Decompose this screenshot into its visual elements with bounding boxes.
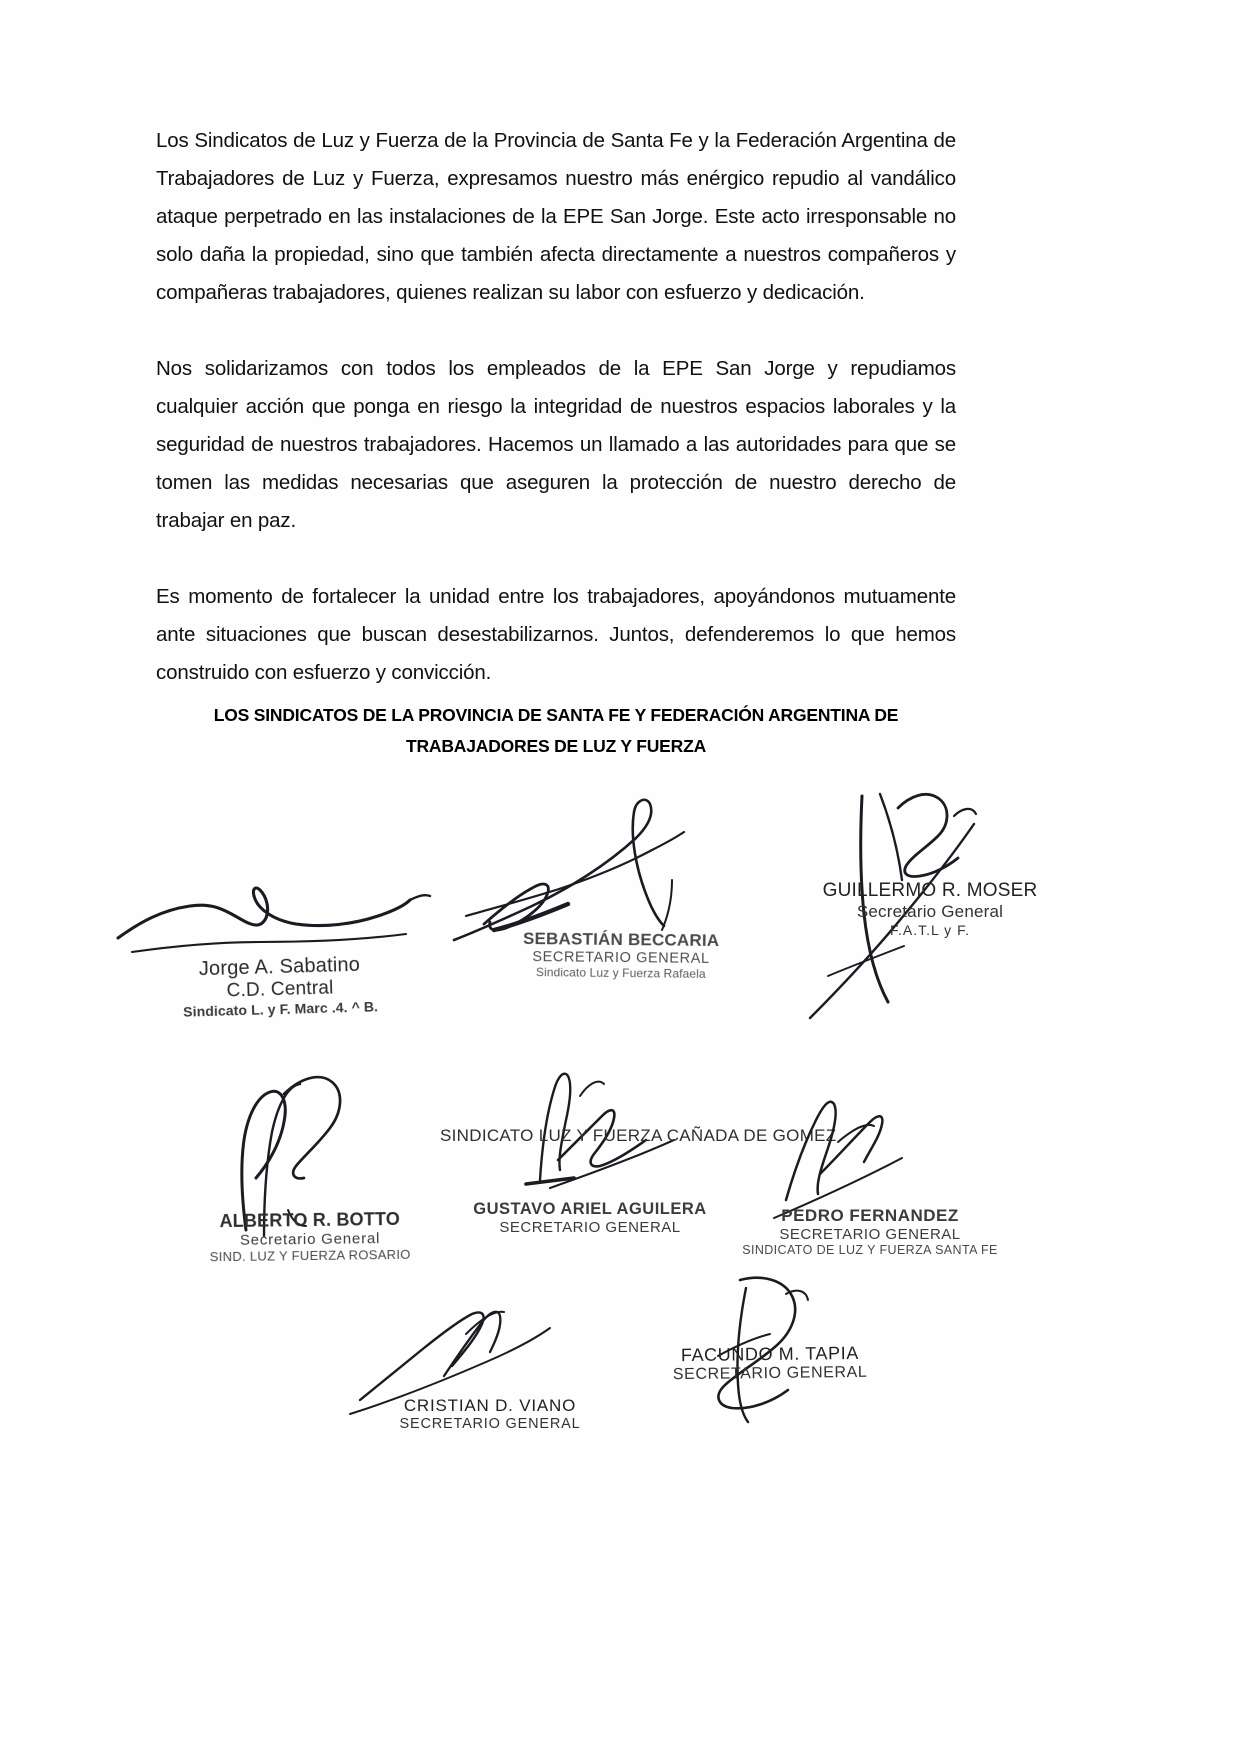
signer-name: CRISTIAN D. VIANO (403, 1396, 577, 1415)
signer-org: Sindicato Luz y Fuerza Rafaela (535, 965, 706, 981)
signature-block-tapia (620, 1260, 920, 1460)
signers-heading (156, 700, 956, 762)
paragraph-3: Es momento de fortalecer la unidad entre los trabajadores, apoyándonos mutuamente ante situaciones que buscan desestabilizarnos. Juntos, defenderemos lo que hemos construido con esfuerzo y convicción. (156, 585, 956, 684)
signer-role: Secretario General (856, 902, 1004, 921)
signature-caption-tapia (620, 1342, 920, 1385)
signature-area (0, 770, 1242, 1470)
signature-caption-sabatino (129, 952, 431, 1021)
signer-role: SECRETARIO GENERAL (779, 1226, 961, 1243)
signature-caption-moser (790, 880, 1070, 938)
signature-block-beccaria (440, 790, 740, 1040)
handwritten-signature-ink (430, 1040, 837, 1190)
signature-caption-botto (160, 1208, 461, 1265)
signer-name: ALBERTO R. BOTTO (219, 1208, 401, 1232)
signer-org: SINDICATO DE LUZ Y FUERZA SANTA FE (742, 1243, 998, 1257)
signer-role: SECRETARIO GENERAL (532, 949, 710, 967)
signature-block-fernandez (720, 1070, 1020, 1290)
signer-org: SIND. LUZ Y FUERZA ROSARIO (209, 1246, 411, 1265)
paragraph-1: Los Sindicatos de Luz y Fuerza de la Provincia de Santa Fe y la Federación Argentina de Trabajadores de Luz y Fuerza, expresamos nuestro más enérgico repudio al vandálico ataque perpetrado en las instalaciones de la EPE San Jorge. Este acto irresponsable no solo daña la propiedad, sino que también afecta directamente a nuestros compañeros y compañeras trabajadores, quienes realizan su labor con esfuerzo y dedicación. (156, 129, 956, 304)
signature-block-moser (780, 780, 1080, 1050)
signature-caption-aguilera (440, 1200, 740, 1236)
signature-caption-aguilera-org (440, 1126, 837, 1146)
signers-heading-line-1: LOS SINDICATOS DE LA PROVINCIA DE SANTA FE Y FEDERACIÓN ARGENTINA DE (213, 705, 899, 725)
signer-org: Sindicato L. y F. Marc .4. ^ B. (182, 998, 379, 1020)
signature-block-aguilera (430, 1040, 837, 1270)
signer-role: SECRETARIO GENERAL (672, 1363, 868, 1384)
signer-org: SINDICATO LUZ Y FUERZA CAÑADA DE GOMEZ (440, 1126, 837, 1145)
signer-name: SEBASTIÁN BECCARIA (522, 928, 720, 951)
signer-name: FACUNDO M. TAPIA (680, 1342, 859, 1366)
signer-role: SECRETARIO GENERAL (499, 1219, 681, 1236)
statement-body (156, 122, 956, 692)
signer-name: GUILLERMO R. MOSER (822, 880, 1038, 901)
signer-name: Jorge A. Sabatino (198, 953, 361, 981)
signature-caption-fernandez (720, 1206, 1020, 1257)
signer-name: GUSTAVO ARIEL AGUILERA (473, 1200, 707, 1218)
signer-role: C.D. Central (226, 977, 334, 1002)
signature-block-sabatino (110, 830, 440, 1060)
signature-caption-viano (340, 1396, 640, 1432)
signature-block-botto (160, 1060, 460, 1290)
signature-block-viano (340, 1280, 640, 1470)
signer-name: PEDRO FERNANDEZ (781, 1206, 959, 1225)
signer-role: Secretario General (239, 1230, 381, 1249)
signer-role: SECRETARIO GENERAL (399, 1416, 581, 1432)
signature-caption-beccaria (506, 929, 737, 981)
signers-heading-line-2: TRABAJADORES DE LUZ Y FUERZA (405, 736, 707, 756)
paragraph-2: Nos solidarizamos con todos los empleados de la EPE San Jorge y repudiamos cualquier acción que ponga en riesgo la integridad de nuestros espacios laborales y la seguridad de nuestros trabajadores. Hacemos un llamado a las autoridades para que se tomen las medidas necesarias que aseguren la protección de nuestro derecho de trabajar en paz. (156, 357, 956, 532)
signer-org: F.A.T.L y F. (890, 922, 970, 938)
